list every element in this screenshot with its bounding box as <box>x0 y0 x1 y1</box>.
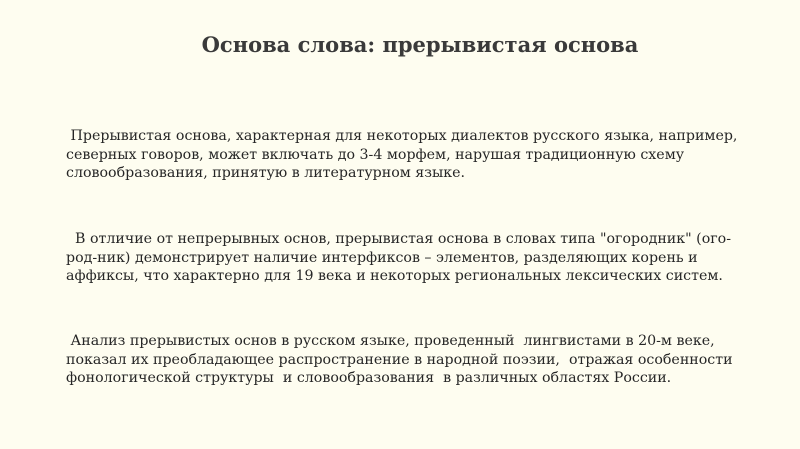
paragraph-1: Прерывистая основа, характерная для некоторых диалектов русского языка, например, северных говоров, может включать до 3-4 морфем, нарушая традиционную схему словообразования, принятую в литературном языке. <box>66 128 742 181</box>
paragraph-3: Анализ прерывистых основ в русском языке, проведенный лингвистами в 20-м веке, показал их преобладающее распространение в народной поэзии, отражая особенности фонологической структуры и словообразования в различных областях России. <box>66 333 738 386</box>
paragraph-2: В отличие от непрерывных основ, прерывистая основа в словах типа "огородник" (ого-род-ник) демонстрирует наличие интерфиксов – элементов, разделяющих корень и аффиксы, что характерно для 19 века и некоторых региональных лексических систем. <box>66 231 732 284</box>
slide-title: Основа слова: прерывистая основа <box>201 32 639 57</box>
